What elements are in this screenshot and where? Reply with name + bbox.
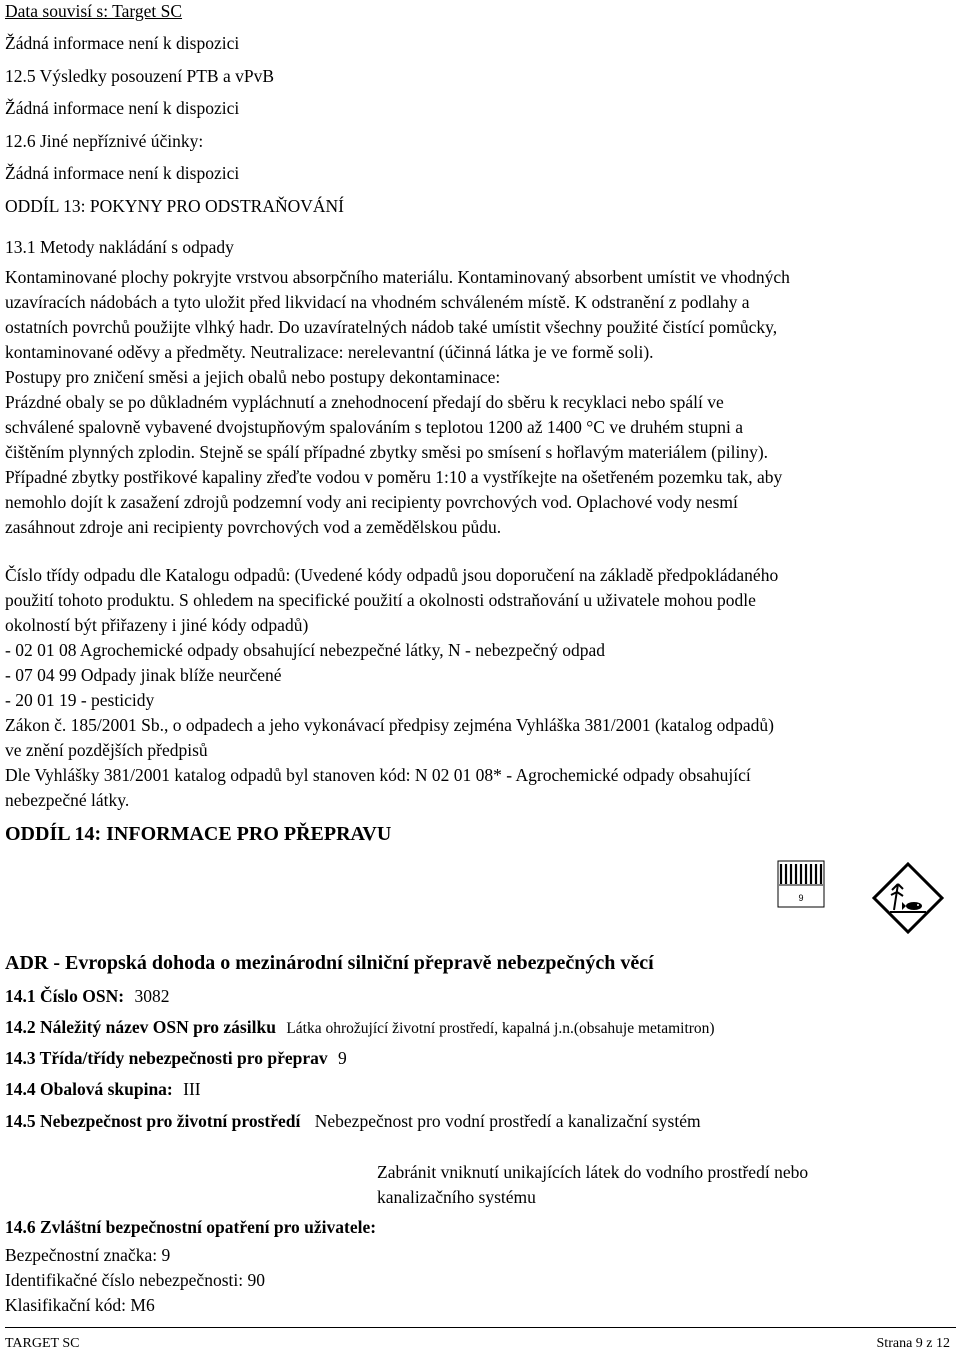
no-info-text: Žádná informace není k dispozici	[5, 163, 240, 183]
paragraph-line: Případné zbytky postřikové kapaliny zřeďte vodou v poměru 1:10 a vystříkejte na ošetřeném pozemku tak, aby	[5, 467, 783, 487]
un-number-value: 3082	[134, 986, 170, 1006]
paragraph-line: nemohlo dojít k zasažení zdrojů podzemní vody ani recipienty povrchových vod. Oplachové vody nesmí	[5, 492, 738, 512]
paragraph-line: okolností být přiřazeny i jiné kódy odpadů)	[5, 615, 309, 635]
waste-code-line: - 20 01 19 - pesticidy	[5, 690, 155, 710]
un-number-label: 14.1 Číslo OSN:	[5, 986, 125, 1006]
paragraph-line: uzavíracích nádobách a tyto uložit před likvidací na vhodném schváleném místě. K odstranění z podlahy a	[5, 292, 750, 312]
paragraph-line: ve znění pozdějších předpisů	[5, 740, 208, 760]
waste-code-line: - 07 04 99 Odpady jinak blíže neurčené	[5, 665, 282, 685]
no-info-text: Žádná informace není k dispozici	[5, 33, 240, 53]
svg-text:9: 9	[798, 893, 804, 903]
shipping-name-label: 14.2 Náležitý název OSN pro zásilku	[5, 1017, 276, 1037]
section-13-title: ODDÍL 13: POKYNY PRO ODSTRAŇOVÁNÍ	[5, 196, 344, 216]
heading-13-1: 13.1 Metody nakládání s odpady	[5, 237, 234, 257]
shipping-name-row	[5, 1016, 715, 1040]
paragraph-line: zasáhnout zdroje ani recipienty povrchových vod a zemědělskou půdu.	[5, 517, 502, 537]
paragraph-line: Postupy pro zničení směsi a jejich obalů nebo postupy dekontaminace:	[5, 367, 501, 387]
classification-code: Klasifikační kód: M6	[5, 1295, 155, 1315]
hazard-id-number: Identifikačné číslo nebezpečnosti: 90	[5, 1270, 265, 1290]
footer-page-number: Strana 9 z 12	[876, 1336, 950, 1351]
paragraph-line: schválené spalovně vybavené dvojstupňovým spalováním s teplotou 1200 až 1400 °C ve druhém stupni a	[5, 417, 743, 437]
environmental-hazard-row	[5, 1110, 701, 1132]
waste-code-line: - 02 01 08 Agrochemické odpady obsahující nebezpečné látky, N - nebezpečný odpad	[5, 640, 605, 660]
paragraph-line: ostatních povrchů použijte vlhký hadr. Do uzavíratelných nádob také umístit všechny použité čistící pomůcky,	[5, 317, 778, 337]
paragraph-line: kontaminované oděvy a předměty. Neutralizace: nerelevantní (účinná látka je ve formě soli).	[5, 342, 654, 362]
shipping-name-value: Látka ohrožující životní prostředí, kapalná j.n.(obsahuje metamitron)	[286, 1020, 715, 1037]
environmental-note: kanalizačního systému	[377, 1187, 536, 1207]
environmental-hazard-label: 14.5 Nebezpečnost pro životní prostředí	[5, 1111, 301, 1131]
hazard-class-row	[5, 1047, 347, 1069]
paragraph-line: Prázdné obaly se po důkladném vypláchnutí a znehodnocení předají do sběru k recyklaci nebo spálí ve	[5, 392, 724, 412]
paragraph-line: použití tohoto produktu. S ohledem na specifické použití a okolnosti odstraňování u uživatele mohou podle	[5, 590, 756, 610]
adr-title: ADR - Evropská dohoda o mezinárodní silniční přepravě nebezpečných věcí	[5, 952, 654, 974]
environment-hazard-icon	[872, 862, 944, 934]
footer-product-name: TARGET SC	[5, 1336, 80, 1351]
footer-divider	[5, 1327, 956, 1328]
packing-group-row	[5, 1078, 201, 1100]
paragraph-line: nebezpečné látky.	[5, 790, 130, 810]
paragraph-line: Číslo třídy odpadu dle Katalogu odpadů: (Uvedené kódy odpadů jsou doporučení na základě předpokládaného	[5, 565, 779, 585]
hazard-class-label: 14.3 Třída/třídy nebezpečnosti pro přeprav	[5, 1048, 328, 1068]
paragraph-line: čištěním plynných zplodin. Stejně se spálí případné zbytky směsi po smísení s hořlavým materiálem (piliny).	[5, 442, 769, 462]
safety-sign: Bezpečnostní značka: 9	[5, 1245, 171, 1265]
no-info-text: Žádná informace není k dispozici	[5, 98, 240, 118]
hazard-class-value: 9	[338, 1048, 347, 1068]
heading-12-6: 12.6 Jiné nepříznivé účinky:	[5, 131, 204, 151]
paragraph-line: Kontaminované plochy pokryjte vrstvou absorpčního materiálu. Kontaminovaný absorbent umístit ve vhodných	[5, 267, 790, 287]
data-source-link[interactable]: Data souvisí s: Target SC	[5, 1, 183, 21]
heading-12-5: 12.5 Výsledky posouzení PTB a vPvB	[5, 66, 274, 86]
packing-group-value: III	[183, 1079, 201, 1099]
un-number-row	[5, 985, 169, 1007]
environmental-hazard-value: Nebezpečnost pro vodní prostředí a kanalizační systém	[314, 1111, 701, 1131]
packing-group-label: 14.4 Obalová skupina:	[5, 1079, 173, 1099]
section-14-title: ODDÍL 14: INFORMACE PRO PŘEPRAVU	[5, 823, 392, 845]
paragraph-line: Dle Vyhlášky 381/2001 katalog odpadů byl stanoven kód: N 02 01 08* - Agrochemické odpady obsahující	[5, 765, 751, 785]
environmental-note: Zabránit vniknutí unikajících látek do vodního prostředí nebo	[377, 1162, 809, 1182]
special-precautions-label: 14.6 Zvláštní bezpečnostní opatření pro uživatele:	[5, 1217, 377, 1237]
paragraph-line: Zákon č. 185/2001 Sb., o odpadech a jeho vykonávací předpisy zejména Vyhláška 381/2001 (katalog odpadů)	[5, 715, 775, 735]
class-9-hazard-icon	[777, 860, 825, 908]
